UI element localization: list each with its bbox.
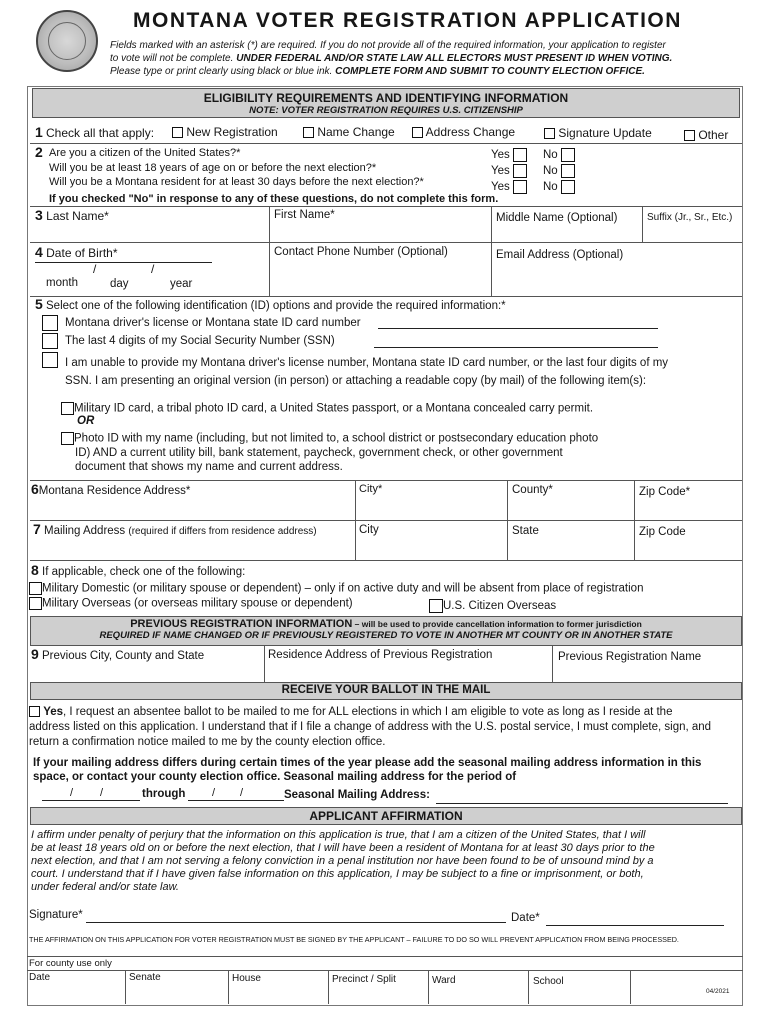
option-signature-update[interactable]: Signature Update <box>544 126 652 140</box>
checkbox[interactable] <box>544 128 555 139</box>
no-checkbox[interactable] <box>561 148 575 162</box>
affirmation-line2: be at least 18 years old on or before the next election, that I will have been a resident of Montana for at least 30 days prior to the <box>31 842 655 854</box>
q2-resident: Will you be a Montana resident for at least 30 days before the next election?* <box>49 176 424 188</box>
yes-checkbox[interactable] <box>513 148 527 162</box>
email-field[interactable]: Email Address (Optional) <box>496 249 624 261</box>
seasonal-instructions-line2: space, or contact your county election office. Seasonal mailing address for the period of <box>33 771 517 783</box>
middle-name-field[interactable]: Middle Name (Optional) <box>496 212 618 224</box>
sub-option-photo-id-line3: document that shows my name and current address. <box>75 461 343 473</box>
absentee-ballot-line3: return a confirmation notice mailed to me by the county election office. <box>29 736 386 748</box>
dob-separator: / <box>93 262 97 276</box>
checkbox[interactable] <box>29 597 42 610</box>
date-separator: / <box>240 787 244 799</box>
ssn-field[interactable] <box>374 347 658 348</box>
first-name-field[interactable]: First Name* <box>274 209 335 221</box>
checkbox[interactable] <box>412 127 423 138</box>
q2-number: 2 <box>35 144 43 160</box>
q2-age: Will you be at least 18 years of age on or before the next election?* <box>49 162 377 174</box>
suffix-field[interactable]: Suffix (Jr., Sr., Etc.) <box>647 212 733 223</box>
id-option-document-checkbox[interactable] <box>42 352 58 368</box>
state-seal <box>36 10 98 72</box>
mailing-state-field[interactable]: State <box>512 525 539 537</box>
q2-citizen: Are you a citizen of the United States?* <box>49 147 241 159</box>
no-checkbox[interactable] <box>561 164 575 178</box>
signature-field[interactable] <box>86 922 506 923</box>
checkbox[interactable] <box>684 130 695 141</box>
option-citizen-overseas[interactable]: U.S. Citizen Overseas <box>429 599 556 613</box>
license-number-field[interactable] <box>378 328 658 329</box>
county-ward-cell: Ward <box>432 975 456 986</box>
county-school-cell: School <box>533 976 564 987</box>
contact-phone-field[interactable]: Contact Phone Number (Optional) <box>274 246 448 258</box>
affirmation-line5: under federal and/or state law. <box>31 881 179 893</box>
sub-option-military-id[interactable]: Military ID card, a tribal photo ID card, a United States passport, or a Montana concealed carry permit. <box>61 402 593 415</box>
intro-text: Fields marked with an asterisk (*) are required. If you do not provide all of the required information, your application to register to vote will not be complete. UNDER FEDERAL AND/OR STATE LAW ALL ELECTORS MUST PRESENT ID WHEN VOTING. Please type or print clearly using black or blue ink. COMPLETE FORM AND SUBMIT TO COUNTY ELECTION OFFICE. <box>110 40 673 77</box>
seasonal-start-date-field[interactable] <box>42 800 140 801</box>
residence-address-field[interactable]: 6Montana Residence Address* <box>31 481 191 497</box>
affirmation-line1: I affirm under penalty of perjury that the information on this application is true, that I am a citizen of the United States, that I will <box>31 829 646 841</box>
affirmation-notice: THE AFFIRMATION ON THIS APPLICATION FOR VOTER REGISTRATION MUST BE SIGNED BY THE APPLICANT – FAILURE TO DO SO WILL PREVENT APPLICATION FROM BEING PROCESSED. <box>29 935 679 944</box>
date-label: Date* <box>511 912 540 924</box>
checkbox[interactable] <box>29 706 40 717</box>
mailing-city-field[interactable]: City <box>359 524 379 536</box>
option-military-domestic[interactable]: Military Domestic (or military spouse or dependent) – only if on active duty and will be absent from place of registration <box>29 582 643 595</box>
county-use-label: For county use only <box>29 958 112 969</box>
q2-warning: If you checked "No" in response to any of these questions, do not complete this form. <box>49 193 499 205</box>
yes-checkbox[interactable] <box>513 164 527 178</box>
dob-year-label: year <box>170 278 193 290</box>
option-address-change[interactable]: Address Change <box>412 125 515 139</box>
q2-no-2: No <box>543 164 575 178</box>
checkbox[interactable] <box>61 432 74 445</box>
date-of-birth-label: 4 Date of Birth* <box>35 244 118 260</box>
previous-address-field[interactable]: Residence Address of Previous Registration <box>268 649 493 661</box>
last-name-field[interactable]: 3 Last Name* <box>35 207 109 223</box>
id-option-ssn: The last 4 digits of my Social Security Number (SSN) <box>65 335 335 347</box>
yes-checkbox[interactable] <box>513 180 527 194</box>
q2-yes-2: Yes <box>491 164 527 178</box>
q2-yes-1: Yes <box>491 148 527 162</box>
residence-zip-field[interactable]: Zip Code* <box>639 486 691 498</box>
option-name-change[interactable]: Name Change <box>303 125 395 139</box>
residence-county-field[interactable]: County* <box>512 484 553 496</box>
through-label: through <box>142 788 186 800</box>
form-title: MONTANA VOTER REGISTRATION APPLICATION <box>133 9 682 32</box>
residence-city-field[interactable]: City* <box>359 483 383 495</box>
no-checkbox[interactable] <box>561 180 575 194</box>
mailing-zip-field[interactable]: Zip Code <box>639 526 686 538</box>
seasonal-address-field[interactable] <box>436 803 728 804</box>
date-separator: / <box>70 787 74 799</box>
id-option-ssn-checkbox[interactable] <box>42 333 58 349</box>
county-house-cell: House <box>232 973 261 984</box>
or-label: OR <box>77 415 95 427</box>
affirmation-header: APPLICANT AFFIRMATION <box>30 807 742 825</box>
dob-day-label: day <box>110 278 129 290</box>
id-option-document-line1: I am unable to provide my Montana driver's license number, Montana state ID card number, or the last four digits of my <box>65 357 669 369</box>
previous-city-field[interactable]: 9 Previous City, County and State <box>31 646 205 662</box>
sub-option-photo-id-line2: ID) AND a current utility bill, bank statement, paycheck, government check, or other government <box>75 447 563 459</box>
id-option-license: Montana driver's license or Montana state ID card number <box>65 317 361 329</box>
q5-prompt: 5 Select one of the following identification (ID) options and provide the required information:* <box>35 296 506 312</box>
option-other[interactable]: Other <box>684 128 728 142</box>
mail-ballot-header: RECEIVE YOUR BALLOT IN THE MAIL <box>30 682 742 700</box>
q2-no-3: No <box>543 180 575 194</box>
county-date-cell: Date <box>29 972 51 983</box>
option-military-overseas[interactable]: Military Overseas (or overseas military spouse or dependent) <box>29 597 353 610</box>
county-precinct-cell: Precinct / Split <box>332 974 396 985</box>
q8-prompt: 8 If applicable, check one of the following: <box>31 562 246 578</box>
id-option-document-line2: SSN. I am presenting an original version (in person) or attaching a readable copy (by mail) of the following item(s): <box>65 375 647 387</box>
option-new-registration[interactable]: New Registration <box>172 125 278 139</box>
eligibility-header: ELIGIBILITY REQUIREMENTS AND IDENTIFYING INFORMATION NOTE: VOTER REGISTRATION REQUIRES U.S. CITIZENSHIP <box>32 88 740 118</box>
seasonal-address-label: Seasonal Mailing Address: <box>284 789 430 801</box>
checkbox[interactable] <box>172 127 183 138</box>
checkbox[interactable] <box>61 402 74 415</box>
q1-row: 1 Check all that apply: <box>35 124 155 140</box>
id-option-license-checkbox[interactable] <box>42 315 58 331</box>
signature-date-field[interactable] <box>546 925 724 926</box>
dob-month-label: month <box>46 277 78 289</box>
seasonal-end-date-field[interactable] <box>188 800 284 801</box>
date-separator: / <box>100 787 104 799</box>
form-version: 04/2021 <box>706 988 730 995</box>
absentee-ballot-request[interactable]: Yes, I request an absentee ballot to be mailed to me for ALL elections in which I am eligible to vote as long as I reside at the <box>29 706 672 718</box>
affirmation-line3: next election, and that I am not serving a felony conviction in a penal institution nor have been found to be of unsound mind by a <box>31 855 654 867</box>
signature-label: Signature* <box>29 909 83 921</box>
dob-separator: / <box>151 262 155 276</box>
date-separator: / <box>212 787 216 799</box>
q2-no-1: No <box>543 148 575 162</box>
checkbox[interactable] <box>303 127 314 138</box>
mailing-address-field[interactable]: 7 Mailing Address (required if differs from residence address) <box>33 521 317 537</box>
checkbox[interactable] <box>429 599 443 613</box>
seasonal-instructions-line1: If your mailing address differs during certain times of the year please add the seasonal mailing address information in this <box>33 757 702 769</box>
affirmation-line4: court. I understand that if I have given false information on this application, I may be subject to a fine or imprisonment, or both, <box>31 868 644 880</box>
q2-yes-3: Yes <box>491 180 527 194</box>
date-of-birth-field[interactable] <box>35 262 212 263</box>
checkbox[interactable] <box>29 582 42 595</box>
absentee-ballot-line2: address listed on this application. I understand that if I file a change of address with the U.S. postal service, I must complete, sign, and <box>29 721 712 733</box>
sub-option-photo-id[interactable]: Photo ID with my name (including, but not limited to, a school district or postsecondary education photo <box>61 432 598 445</box>
previous-name-field[interactable]: Previous Registration Name <box>558 651 702 663</box>
county-senate-cell: Senate <box>129 972 161 983</box>
previous-registration-header: PREVIOUS REGISTRATION INFORMATION – will be used to provide cancellation information to former jurisdiction REQUIRED IF NAME CHANGED OR IF PREVIOUSLY REGISTERED TO VOTE IN ANOTHER MT COUNTY OR IN ANOTHER STATE <box>30 616 742 646</box>
